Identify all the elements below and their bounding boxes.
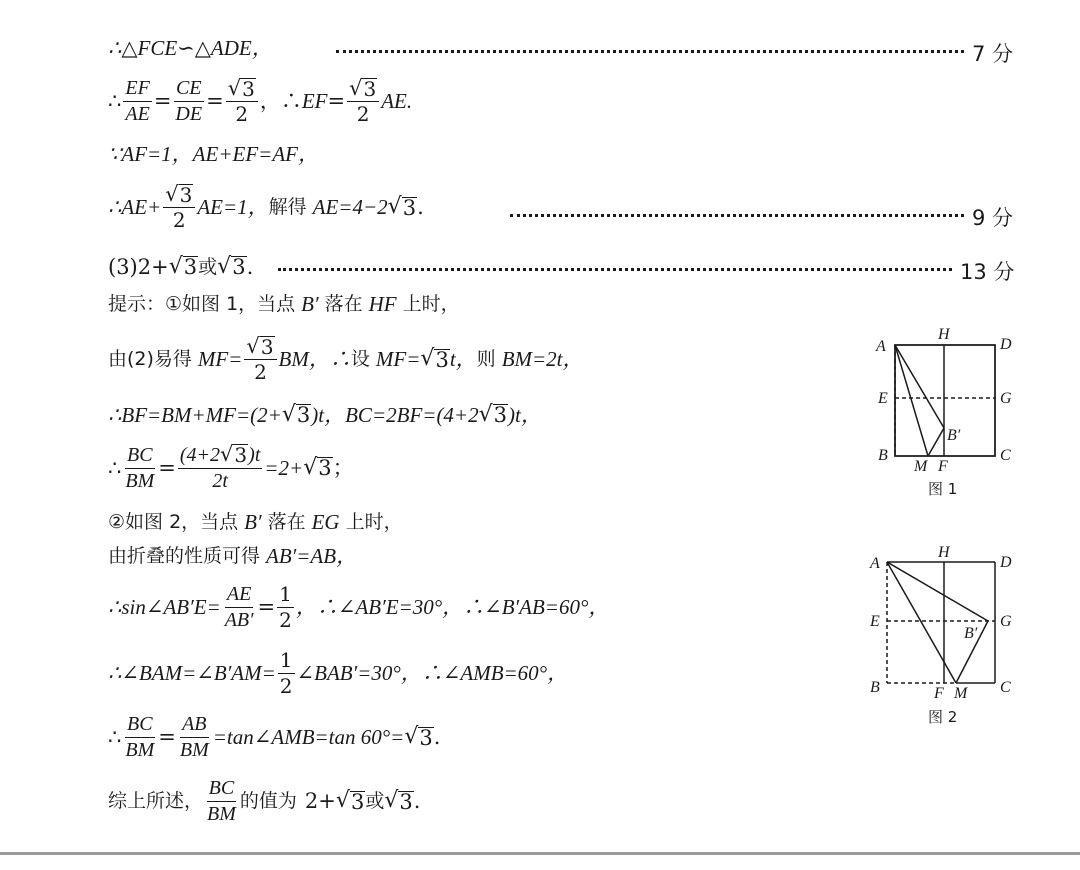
solution-line-4: ∴AE+ √ 3 2 AE=1， 解得 AE=4−2 √ 3 . [108,182,424,232]
label-E1: E [878,390,888,407]
label-C1: C [1000,447,1011,464]
dot-leader-1 [336,50,964,53]
label-E2: E [870,613,880,630]
label-M2: M [954,685,968,700]
label-F1: F [938,458,948,475]
label-Bp1: B′ [947,427,961,444]
fraction-sqrt3-over-2: √ 3 2 [226,78,258,125]
fraction-sqrt3-over-2-c: √ 3 2 [163,184,195,231]
fraction-half-b: $\frac{1}{2}$ [279,648,293,698]
score-13: 13 分 [960,260,1015,284]
fraction-ae-abp: $\frac{AE}{AB'}$ [224,583,254,631]
label-G2: G [1000,613,1012,630]
label-Bp2: B′ [964,625,978,642]
label-B1: B [878,447,888,464]
label-B2: B [870,679,880,696]
label-F2: F [934,685,944,700]
figure-1-caption: 图 1 [928,480,958,498]
solution-line-6: 提示：①如图 1，当点 B′ 落在 HF 上时， [108,292,460,316]
solution-line-11: 由折叠的性质可得 AB′=AB， [108,544,358,568]
dot-leader-3 [278,268,952,271]
solution-line-1 [108,38,273,59]
fraction-bc-bm: $\frac{BC}{BM}$ [125,443,155,492]
fraction-sqrt3-over-2-b: √ 3 2 [347,78,379,125]
figure-1-diagram [860,318,1030,478]
label-H2: H [938,544,950,561]
fraction-bc-bm-c: $\frac{BC}{BM}$ [207,777,236,825]
score-9: 9 分 [972,206,1014,230]
page-bottom-rule [0,852,1080,855]
label-C2: C [1000,679,1011,696]
solution-line-8: ∴BF=BM+MF=(2+ √ 3 )t，BC=2BF=(4+2 √ 3 )t， [108,402,542,428]
label-M1: M [914,458,928,475]
solution-line-14: ∴ $\frac{BC}{BM}$ = $\frac{AB}{BM}$ =tan∠AMB=tan 60°= √ 3 . [108,713,441,761]
fraction-sqrt3-over-2-d: √ 3 2 [244,336,276,383]
figure-2-diagram [860,540,1030,700]
label-D1: D [1000,336,1012,353]
solution-line-7: 由(2)易得 MF= √ 3 2 BM，∴ 设 MF= √ 3 t， 则 BM=2t， [108,334,584,384]
label-A2: A [870,555,880,572]
solution-line-13: ∴∠BAM=∠B′AM= $\frac{1}{2}$ ∠BAB′=30°，∴∠AMB=60°， [108,648,569,698]
equals: = [153,89,172,113]
given-relation: ∵AF=1，AE+EF=AF， [108,142,319,166]
label-D2: D [1000,554,1012,571]
fraction-ef-ae: $\frac{EF}{AE}$ [125,77,150,125]
label-H1: H [938,326,950,343]
label-A1: A [876,338,886,355]
solution-line-15: 综上所述， $\frac{BC}{BM}$ 的值为 2+ √ 3 或 √ 3 . [108,777,421,825]
solution-line-12: ∴sin∠AB′E= $\frac{AE}{AB'}$ = $\frac{1}{2}$ ，∴∠AB′E=30°，∴∠B′AB=60°， [108,582,610,632]
fraction-ab-bm: $\frac{AB}{BM}$ [179,713,209,761]
dot-leader-2 [510,214,964,217]
fraction-ce-de: $\frac{CE}{DE}$ [175,77,203,125]
fraction-bc-bm-b: $\frac{BC}{BM}$ [125,713,155,761]
figure-2-caption: 图 2 [928,708,958,726]
fraction-expression: (4+2 √ 3 )t 2t [179,442,261,492]
solution-line-3 [108,144,319,165]
label-G1: G [1000,390,1012,407]
fraction-half: $\frac{1}{2}$ [279,582,292,632]
similar-triangles-statement: ∴△FCE∽△ADE， [108,36,273,60]
solution-line-10: ②如图 2，当点 B′ 落在 EG 上时， [108,510,403,534]
solution-line-5: (3)2+ √ 3 或 √ 3 . [108,254,254,280]
solution-line-2: ∴ $\frac{EF}{AE}$ = $\frac{CE}{DE}$ = √ 3 2 ，∴ EF = √ 3 2 AE. [108,76,413,126]
score-7: 7 分 [972,42,1014,66]
therefore-symbol: ∴ [108,89,122,113]
solution-line-9: ∴ $\frac{BC}{BM}$ = (4+2 √ 3 )t 2t =2+ √ 3 ； [108,442,354,492]
